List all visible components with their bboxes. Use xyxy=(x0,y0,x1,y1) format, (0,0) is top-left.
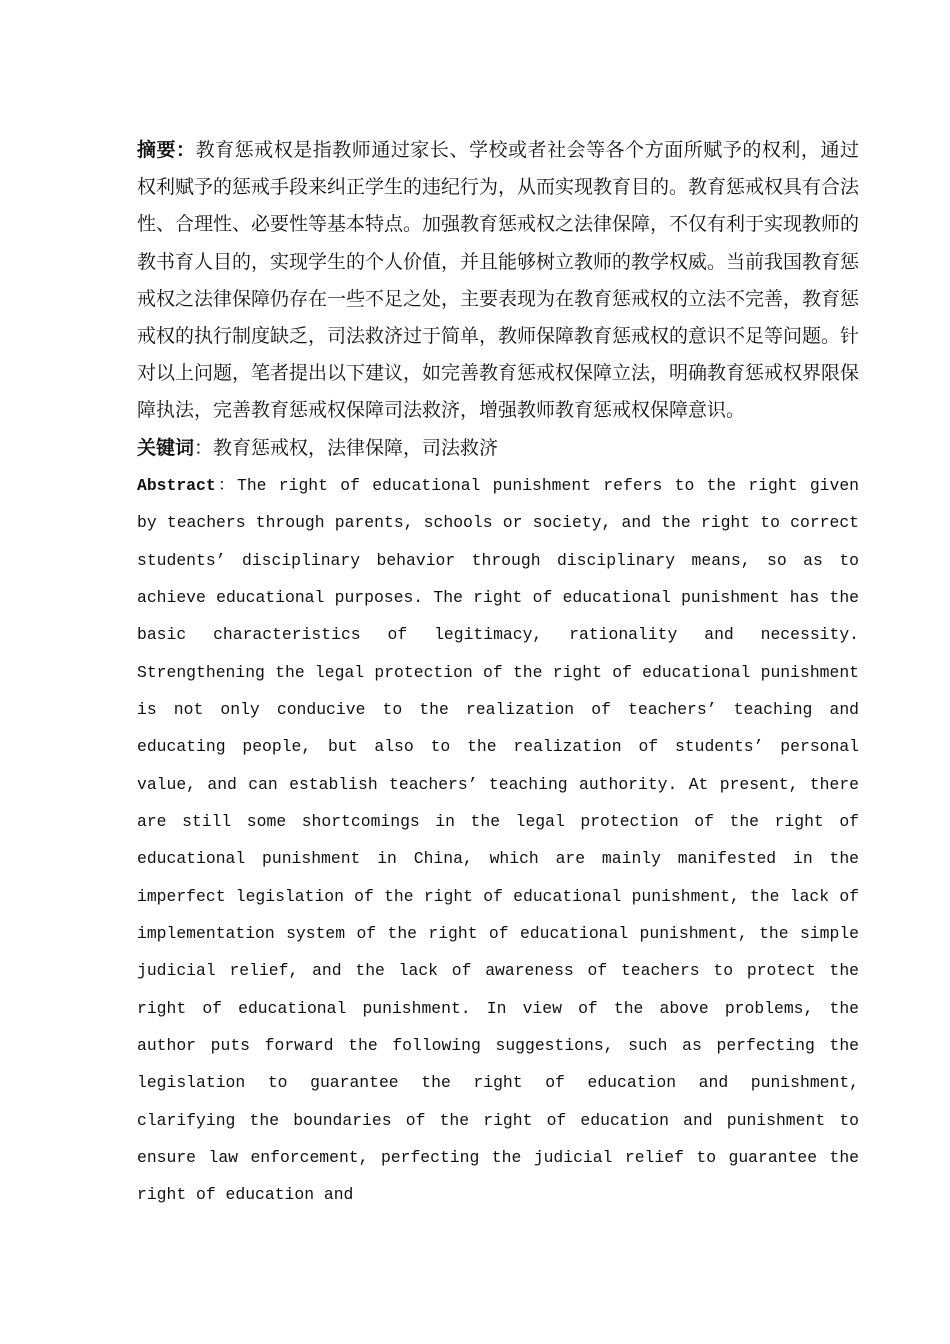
document-page xyxy=(137,132,859,1214)
keywords-cn-label: 关键词 xyxy=(137,436,195,459)
abstract-cn xyxy=(137,132,859,430)
abstract-en-label: Abstract xyxy=(137,475,216,495)
abstract-cn-text: 教育惩戒权是指教师通过家长、学校或者社会等各个方面所赋予的权利，通过权利赋予的惩戒手段来纠正学生的违纪行为，从而实现教育目的。教育惩戒权具有合法性、合理性、必要性等基本特点。加强教育惩戒权之法律保障，不仅有利于实现教师的教书育人目的，实现学生的个人价值，并且能够树立教师的教学权威。当前我国教育惩戒权之法律保障仍存在一些不足之处，主要表现为在教育惩戒权的立法不完善，教育惩戒权的执行制度缺乏，司法救济过于简单，教师保障教育惩戒权的意识不足等问题。针对以上问题，笔者提出以下建议，如完善教育惩戒权保障立法，明确教育惩戒权界限保障执法，完善教育惩戒权保障司法救济，增强教师教育惩戒权保障意识。 xyxy=(137,139,860,422)
keywords-cn-text: ：教育惩戒权，法律保障，司法救济 xyxy=(194,436,499,459)
abstract-cn-label: 摘要： xyxy=(137,139,196,161)
keywords-cn xyxy=(137,430,859,467)
abstract-en xyxy=(137,467,859,1214)
abstract-en-text: ：The right of educational punishment refers to the right given by teachers through parents, schools or society, and the right to correct students’ disciplinary behavior through disciplinary means, so as to achieve educational purposes. The right of educational punishment has the basic characteristics of legitimacy, rationality and necessity. Strengthening the legal protection of the right of educational punishment is not only conducive to the realization of teachers’ teaching and educating people, but also to the realization of students’ personal value, and can establish teachers’ teaching authority. At present, there are still some shortcomings in the legal protection of the right of educational punishment in China, which are mainly manifested in the imperfect legislation of the right of educational punishment, the lack of implementation system of the right of educational punishment, the simple judicial relief, and the lack of awareness of teachers to protect the right of educational punishment. In view of the above problems, the author puts forward the following suggestions, such as perfecting the legislation to guarantee the right of education and punishment, clarifying the boundaries of the right of education and punishment to ensure law enforcement, perfecting the judicial relief to guarantee the right of education and xyxy=(137,475,859,1205)
